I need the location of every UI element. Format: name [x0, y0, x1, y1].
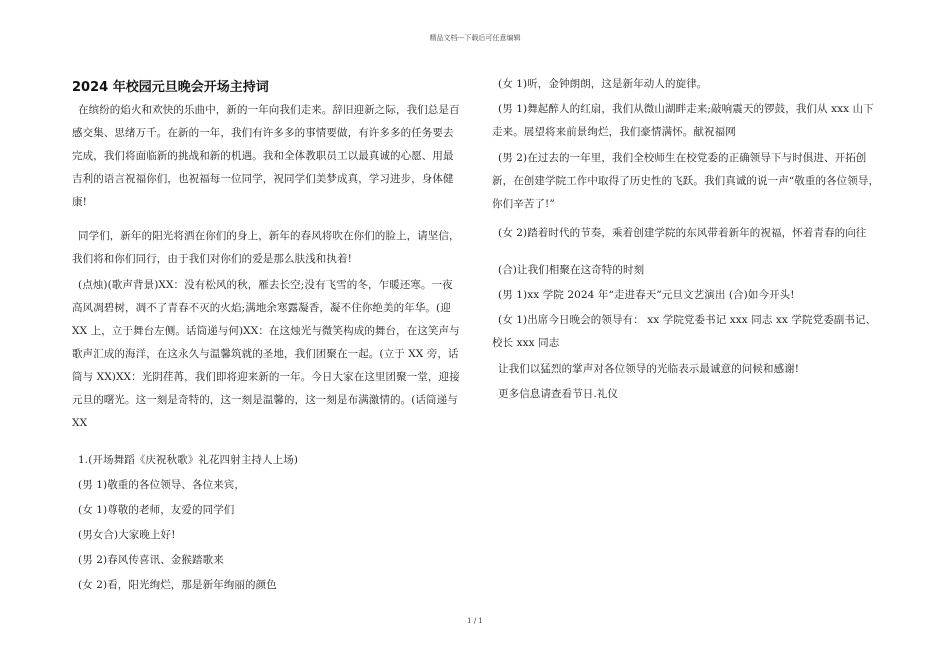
paragraph-male1: (男 1)敬重的各位领导、各位来宾， — [78, 479, 246, 491]
header-note: 精品文档---下载后可任意编辑 — [429, 34, 521, 42]
paragraph-intro: 在缤纷的焰火和欢快的乐曲中，新的一年向我们走来。辞旧迎新之际，我们总是百感交集、思绪万千。在新的一年，我们有许多多的事情要做，有许多多的任务要去完成，我们将面临新的挑战和新的机遇。我和全体教职员工以最真诚的心愿、用最吉利的语言祝福你们，也祝福每一位同学，祝同学们美梦成真，学习进步，身体健康! — [72, 104, 460, 208]
paragraph-applause: 让我们以猛烈的掌声对各位领导的光临表示最诚意的问候和感谢! — [498, 363, 800, 375]
paragraph-female1-leaders: (女 1)出席今日晚会的领导有： xx 学院党委书记 xxx 同志 xx 学院党委副书记、校长 xxx 同志 — [492, 314, 877, 349]
paragraph-together: (男女合)大家晚上好! — [78, 529, 176, 541]
paragraph-female1: (女 1)尊敬的老师，友爱的同学们 — [78, 504, 235, 516]
paragraph-female2: (女 2)看，阳光绚烂，那是新年绚丽的颜色 — [78, 579, 277, 591]
page-title: 2024 年校园元旦晚会开场主持词 — [72, 80, 269, 95]
paragraph-male1-program: (男 1)xx 学院 2024 年“走进春天”元旦文艺演出 (合)如今开头! — [498, 289, 795, 301]
paragraph-opening-dance: 1.(开场舞蹈《庆祝秋歌》礼花四射主持人上场) — [78, 454, 299, 466]
paragraph-male2-past-year: (男 2)在过去的一年里，我们全校师生在校党委的正确领导下与时俱进、开拓创新，在创建学院工作中取得了历史性的飞跃。我们真诚的说一声“敬重的各位领导，你们辛苦了!” — [492, 152, 880, 210]
paragraph-female1-listen: (女 1)听，金钟朗朗，这是新年动人的旋律。 — [498, 78, 708, 90]
page-number: 1 / 1 — [467, 617, 483, 625]
paragraph-male1-fan: (男 1)舞起醉人的红扇，我们从微山湖畔走来;敲响震天的锣鼓，我们从 xxx 山下走来。展望将来前景绚烂，我们豪情满怀。献祝福网 — [492, 103, 874, 138]
paragraph-students: 同学们，新年的阳光将洒在你们的身上，新年的春风将吹在你们的脸上，请坚信，我们将和你们同行，由于我们对你们的爱是那么肤浅和执着! — [72, 230, 460, 265]
paragraph-candle: (点烛)(歌声背景)XX：没有松风的秋，雁去长空;没有飞雪的冬，乍暖还寒。一夜高风凋碧树，凋不了青春不灭的火焰;满地余寒露凝香，凝不住你绝美的年华。(迎 XX 上，立于舞台左侧。话筒递与何)XX：在这烛光与微笑构成的舞台，在这笑声与歌声汇成的海洋，在这永久与温馨筑就的圣地，我们团聚在一起。(立于 XX 旁，话筒与 XX)XX：光阴荏苒，我们即将迎来新的一年。今日大家在这里团聚一堂，迎接元旦的曙光。这一刻是奇特的，这一刻是温馨的，这一刻是布满激情的。(话筒递与 XX — [72, 279, 460, 429]
paragraph-male2: (男 2)春风传喜讯、金猴踏歌来 — [78, 554, 224, 566]
paragraph-together-moment: (合)让我们相聚在这奇特的时刻 — [498, 264, 645, 276]
paragraph-female2-rhythm: (女 2)踏着时代的节奏，乘着创建学院的东风带着新年的祝福，怀着青春的向往 — [498, 227, 867, 239]
paragraph-more-info: 更多信息请查看节日.礼仪 — [498, 388, 619, 400]
